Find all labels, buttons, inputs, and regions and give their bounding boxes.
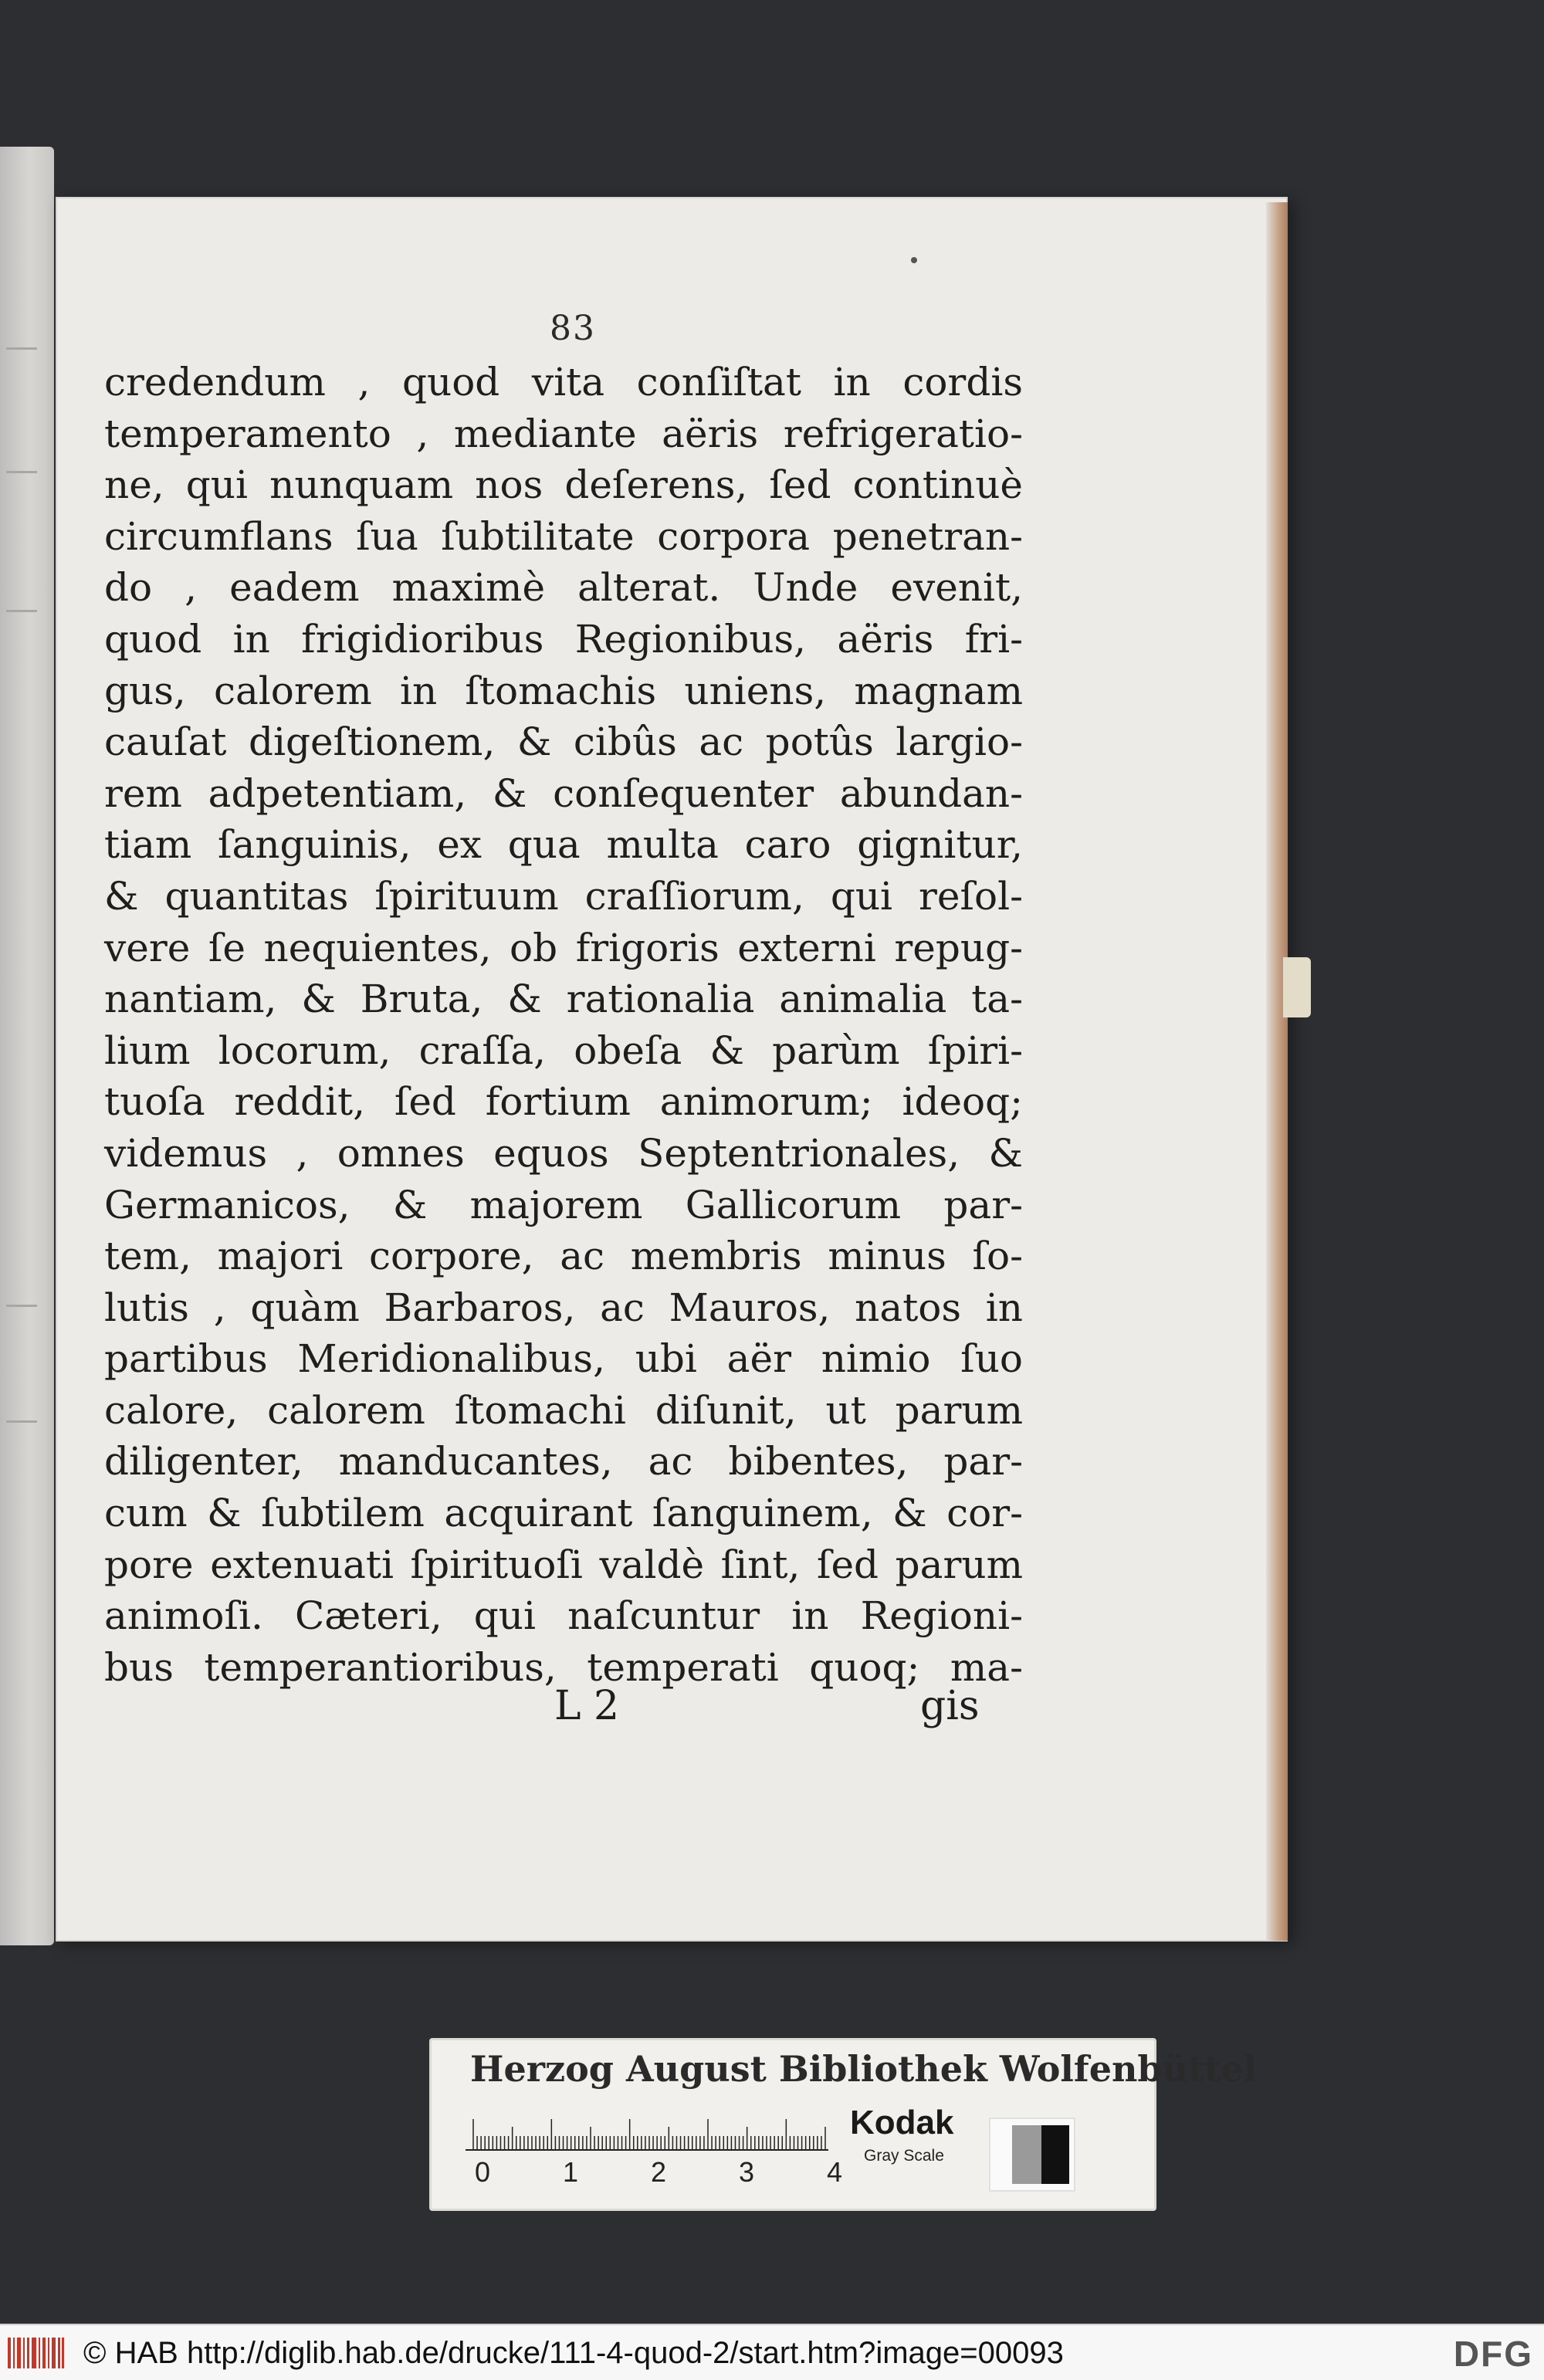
text-line: tem, majori corpore, ac membris minus ſo-	[104, 1234, 1023, 1279]
kodak-logo: Kodak	[850, 2104, 954, 2141]
text-line: ne, qui nunquam nos deſerens, ſed continuè	[104, 462, 1023, 508]
gray-scale-swatch	[989, 2118, 1075, 2192]
text-line: tiam ſanguinis, ex qua multa caro gignitur,	[104, 822, 1023, 868]
text-line: do , eadem maximè alterat. Unde evenit,	[104, 565, 1023, 611]
text-line: bus temperantioribus, temperati quoq; ma-	[104, 1644, 1023, 1690]
page-number: 83	[550, 309, 596, 348]
copyright-link[interactable]: © HAB http://diglib.hab.de/drucke/111-4-quod-2/start.htm?image=00093	[83, 2336, 1064, 2370]
library-name: Herzog August Bibliothek Wolfenbüttel	[470, 2048, 1258, 2090]
ruler-labels	[466, 2156, 898, 2195]
text-line: partibus Meridionalibus, ubi aër nimio ſuo	[104, 1336, 1023, 1382]
text-line: temperamento , mediante aëris refrigeratio-	[104, 411, 1023, 456]
paper-tab	[1283, 957, 1311, 1017]
text-line: vere ſe nequientes, ob frigoris externi repug-	[104, 925, 1023, 970]
text-line: calore, calorem ſtomachi diſunit, ut parum	[104, 1387, 1023, 1433]
signature-mark: L 2	[554, 1683, 620, 1729]
text-line: diligenter, manducantes, ac bibentes, par-	[104, 1439, 1023, 1485]
text-line: nantiam, & Bruta, & rationalia animalia ta-	[104, 977, 1023, 1022]
black-patch	[1041, 2125, 1069, 2184]
ruler-scale	[466, 2104, 852, 2151]
text-line: quod in frigidioribus Regionibus, aëris fri-	[104, 616, 1023, 662]
text-line: & quantitas ſpirituum craſſiorum, qui reſol-	[104, 873, 1023, 919]
text-line: cum & ſubtilem acquirant ſanguinem, & cor-	[104, 1491, 1023, 1536]
text-line: circumflans ſua ſubtilitate corpora penetran-	[104, 513, 1023, 559]
text-line: gus, calorem in ſtomachis uniens, magnam	[104, 668, 1023, 713]
text-line: rem adpetentiam, & conſequenter abundan-	[104, 770, 1023, 816]
facing-page-edge	[0, 147, 54, 1945]
dfg-logo: DFG	[1453, 2334, 1533, 2374]
text-line: pore extenuati ſpirituoſi valdè ſint, ſed parum	[104, 1542, 1023, 1587]
text-line: tuoſa reddit, ſed fortium animorum; ideoq;	[104, 1079, 1023, 1125]
text-line: credendum , quod vita conſiſtat in cordis	[104, 360, 1023, 405]
text-line: lium locorum, craſſa, obeſa & parùm ſpiri-	[104, 1027, 1023, 1073]
color-scale-card	[429, 2038, 1258, 2211]
page-text	[104, 357, 1023, 1693]
text-line: animoſi. Cæteri, qui naſcuntur in Regioni-	[104, 1593, 1023, 1639]
text-line: videmus , omnes equos Septentrionales, &	[104, 1130, 1023, 1176]
text-line: lutis , quàm Barbaros, ac Mauros, natos in	[104, 1285, 1023, 1330]
ruler-number: 2	[651, 2156, 667, 2188]
catchword: gis	[920, 1683, 980, 1729]
page-mark	[911, 257, 917, 263]
barcode-icon	[8, 2334, 65, 2372]
gray-patch	[1012, 2125, 1041, 2184]
ruler-number: 1	[563, 2156, 579, 2188]
text-line: Germanicos, & majorem Gallicorum par-	[104, 1182, 1023, 1227]
footer-bar	[0, 2324, 1544, 2380]
gray-scale-label: Gray Scale	[864, 2147, 944, 2165]
ruler-number: 3	[739, 2156, 755, 2188]
ruler-number: 0	[475, 2156, 491, 2188]
page-fore-edge	[1266, 202, 1288, 1941]
text-line: cauſat digeſtionem, & cibûs ac potûs largio-	[104, 719, 1023, 765]
ruler-number: 4	[827, 2156, 843, 2188]
